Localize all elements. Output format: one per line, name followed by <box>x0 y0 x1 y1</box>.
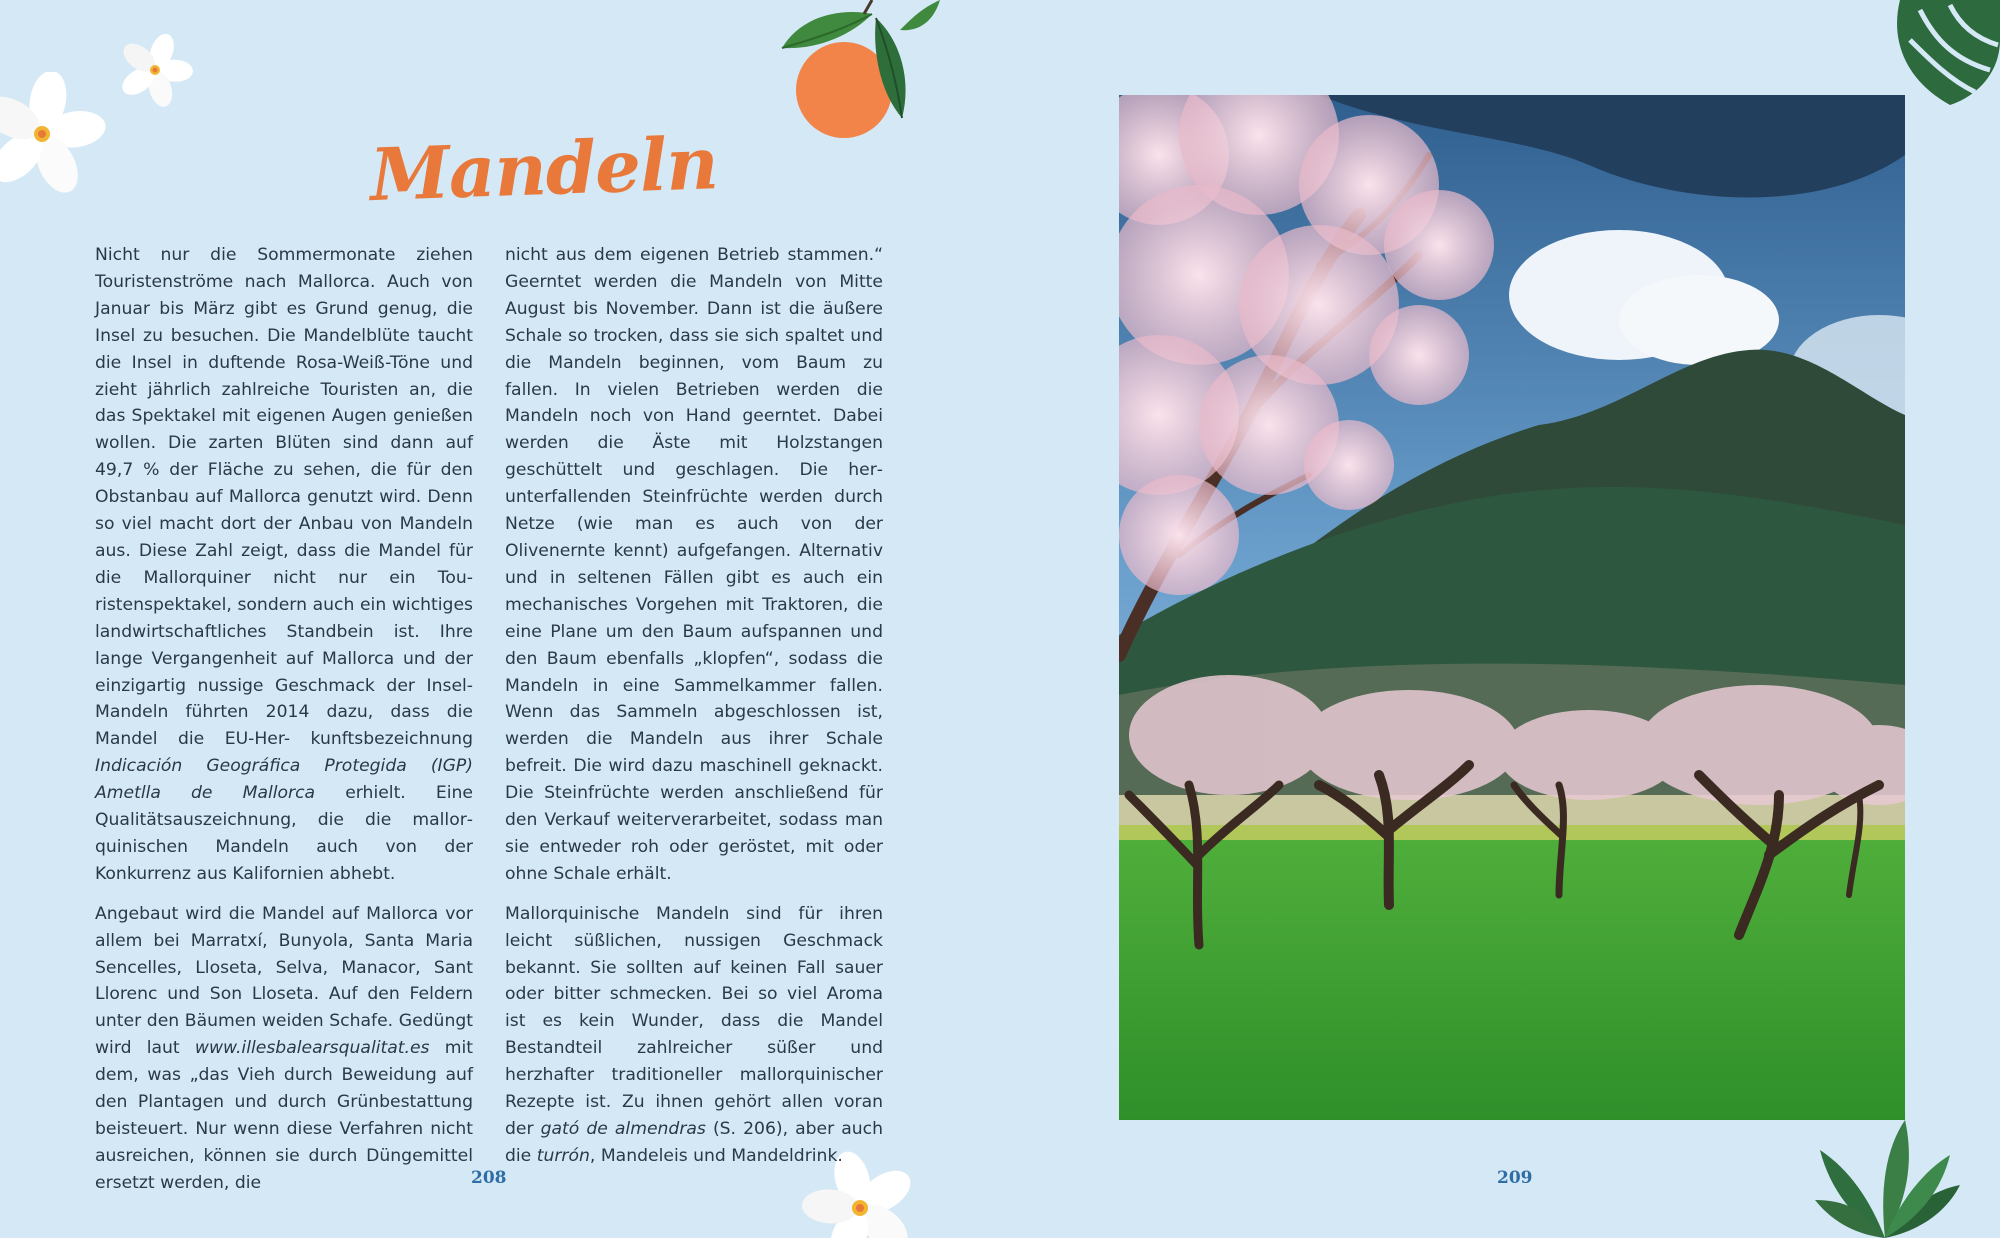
text-column-right <box>505 242 883 1183</box>
flower-icon <box>115 30 195 110</box>
italic-term: Indicación Geográfica Protegida (IGP) Ametlla de Mallorca <box>95 756 473 804</box>
monstera-leaf-icon <box>1880 0 2000 110</box>
paragraph-text: , Mandeleis und Mandeldrink. <box>589 1145 843 1166</box>
paragraph-text: Angebaut wird die Mandel auf Mallorca vor allem bei Marratxí, Bunyola, Santa Maria Sencelles, Lloseta, Selva, Manacor, Sant Llorenc und Son Lloseta. Auf den Feldern unter den Bäumen weiden Schafe. Gedüngt wird laut <box>95 903 473 1059</box>
right-page <box>1000 0 2000 1238</box>
paragraph-text: kunftsbezeichnung <box>310 729 473 750</box>
palm-leaf-icon <box>1810 1120 1960 1238</box>
paragraph-text: (S. 206), aber auch die <box>505 1119 884 1166</box>
paragraph-text: Mallorquinische Mandeln sind für ihren leicht süßlichen, nussigen Geschmack bekannt. Sie sollten auf keinen Fall sauer oder bitter schmecken. Bei so viel Aroma ist es kein Wunder, dass die Mandel Bestandteil zahlreicher süßer und herzhafter traditioneller mallorquinischer Rezepte ist. Zu ihnen gehört allen voran der <box>505 903 883 1139</box>
page-title: Mandeln <box>368 120 719 218</box>
paragraph-text: erhielt. Eine Qualitätsauszeichnung, die die mallorquinischen Mandeln auch von der Konkurrenz aus Kalifornien abhebt. <box>95 783 473 884</box>
page-number-left: 208 <box>471 1168 507 1188</box>
paragraph-text: mit dem, was „das Vieh durch Beweidung auf den Plantagen und durch Grünbestattung beisteuert. Nur wenn diese Verfahren nicht ausreichen, können sie durch Düngemittel ersetzt werden, die <box>95 1038 473 1193</box>
flower-icon <box>0 72 110 212</box>
text-column-left <box>95 242 473 1210</box>
paragraph-text: nicht aus dem eigenen Betrieb stammen.“ Geerntet werden die Mandeln von Mitte August bis November. Dann ist die äußere Schale so trocken, dass sie sich spaltet und die Mandeln beginnen, vom Baum zu fallen. In vielen Betrieben werden die Mandeln noch von Hand geerntet. Dabei werden die Äste mit Holzstangen geschüttelt und geschlagen. Die herunterfallenden Steinfrüchte werden durch Netze (wie man es auch von der Olivenernte kennt) aufgefangen. Alternativ und in seltenen Fällen gibt es auch ein mechanisches Vorgehen mit Traktoren, die eine Plane um den Baum aufspannen und den Baum ebenfalls „klopfen“, sodass die Mandeln in eine Sammelkammer fallen. Wenn das Sammeln abgeschlossen ist, werden die Mandeln aus ihrer Schale befreit. Die wird dazu maschinell geknackt. Die Steinfrüchte werden anschließend für den Verkauf weiterverarbeitet, sodass man sie entweder roh oder geröstet, mit oder ohne Schale erhält. <box>505 245 883 884</box>
paragraph <box>505 242 883 888</box>
paragraph <box>95 242 473 888</box>
italic-term: gató de almendras <box>540 1119 706 1139</box>
italic-term: turrón <box>536 1145 590 1166</box>
almond-blossom-photo <box>1119 95 1905 1120</box>
paragraph-text: Nicht nur die Sommermonate ziehen Touristenströme nach Mallorca. Auch von Januar bis März gibt es Grund genug, die Insel zu besuchen. Die Mandelblüte taucht die Insel in duftende Rosa-Weiß-Töne und zieht jährlich zahlreiche Touristen an, die das Spektakel mit eigenen Augen genießen wollen. Die zarten Blüten sind dann auf 49,7 % der Fläche zu sehen, die für den Obstanbau auf Mallorca genutzt wird. Denn so viel macht dort der Anbau von Mandeln aus. Diese Zahl zeigt, dass die Mandel für die Mallorquiner nicht nur ein Touristenspektakel, sondern auch ein wichtiges landwirtschaftliches Standbein ist. Ihre lange Vergangenheit auf Mallorca und der einzigartig nussige Geschmack der Insel-Mandeln führten 2014 dazu, dass die Mandel die EU-Her- <box>95 245 473 750</box>
website-link-text: www.illesbalearsqualitat.es <box>194 1038 430 1059</box>
orange-icon <box>772 0 952 145</box>
page-number-right: 209 <box>1497 1168 1533 1188</box>
paragraph <box>505 901 883 1170</box>
paragraph <box>95 901 473 1197</box>
